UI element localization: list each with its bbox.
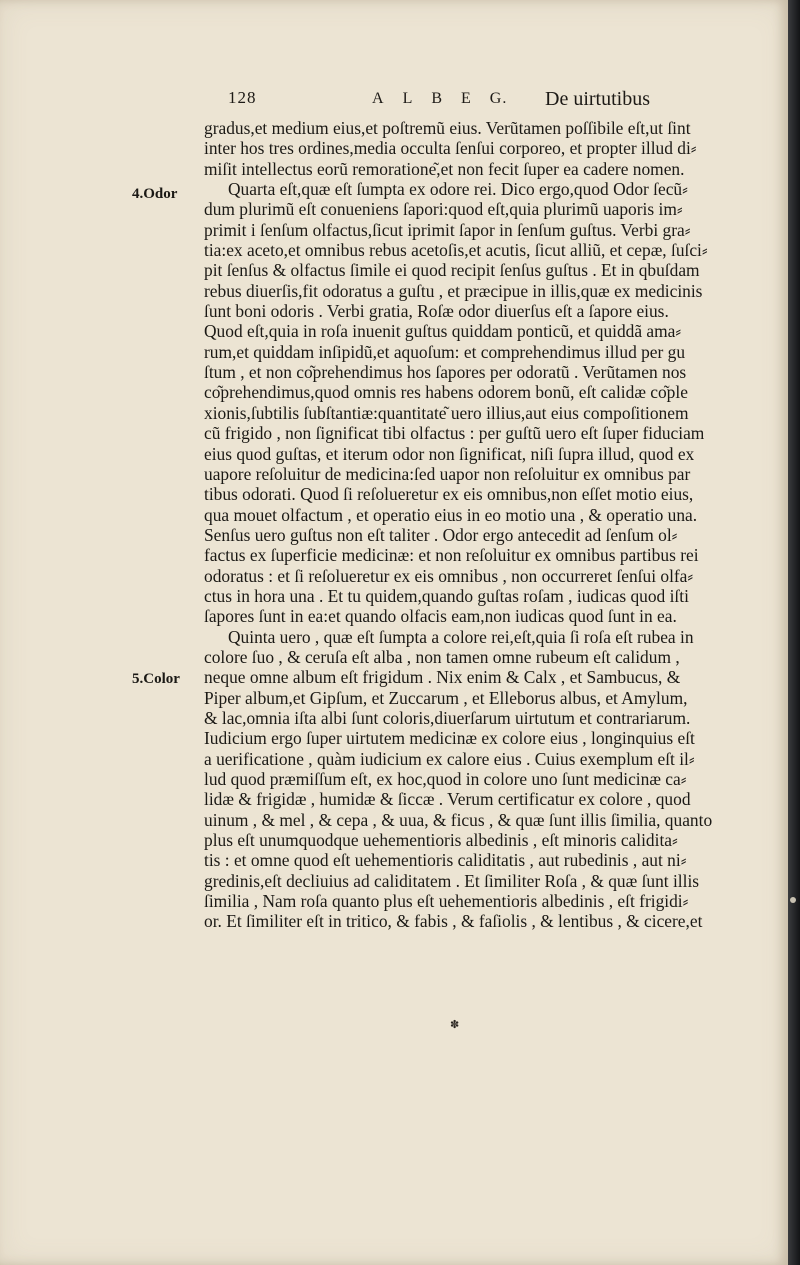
text-line: eius quod guſtas, et iterum odor non ſignificat, niſi ſupra illud, quod ex — [204, 443, 695, 464]
text-line: or. Et ſimiliter eſt in tritico, & fabis , & faſiolis , & lentibus , & cicere,et — [204, 911, 703, 932]
text-line: ctus in hora una . Et tu quidem,quando guſtas roſam , iudicas quod iſti — [204, 585, 689, 606]
page-header — [0, 88, 788, 114]
text-line: ſimilia , Nam roſa quanto plus eſt uehementioris albedinis , eſt frigidi⸗ — [204, 891, 689, 912]
text-line: gradus,et medium eius,et poſtremũ eius. Verũtamen poſſibile eſt,ut ſint — [204, 118, 691, 138]
text-line: rebus diuerſis,fit odoratus a guſtu , et præcipue in illis,quæ ex medicinis — [204, 280, 703, 301]
text-line: ſunt boni odoris . Verbi gratia, Roſæ odor diuerſus eſt a ſapore eius. — [204, 301, 669, 322]
text-line: factus ex ſuperficie medicinæ: et non reſoluitur ex omnibus partibus rei — [204, 545, 699, 566]
text-line: colore ſuo , & ceruſa eſt alba , non tamen omne rubeum eſt calidum , — [204, 646, 680, 667]
text-line: odoratus : et ſi reſolueretur ex eis omnibus , non occurreret ſenſui olfa⸗ — [204, 565, 694, 586]
author-letter: B — [431, 90, 444, 107]
text-line: co͂prehendimus,quod omnis res habens odorem bonũ, eſt calidæ co͂ple — [204, 382, 688, 403]
text-line: neque omne album eſt frigidum . Nix enim & Calx , et Sambucus, & — [204, 667, 681, 688]
text-line: lidæ & frigidæ , humidæ & ſiccæ . Verum certificatur ex colore , quod — [204, 789, 691, 810]
text-line: inter hos tres ordines,media occulta ſenſui corporeo, et propter illud di⸗ — [204, 138, 697, 159]
text-line: xionis,ſubtilis ſubſtantiæ:quantitate͂ uero illius,aut eius compoſitionem — [204, 402, 689, 423]
text-line: pit ſenſus & olfactus ſimile ei quod recipit ſenſus guſtus . Et in qbuſdam — [204, 260, 700, 281]
text-line: a uerificatione , quàm iudicium ex calore eius . Cuius exemplum eſt il⸗ — [204, 748, 695, 769]
running-author — [372, 90, 525, 108]
text-line: cũ frigido , non ſignificat tibi olfactus : per guſtũ uero eſt ſuper fiduciam — [204, 423, 705, 444]
page-edge-shadow — [788, 0, 800, 1265]
author-letter: A — [372, 90, 385, 107]
text-line: Senſus uero guſtus non eſt taliter . Odor ergo antecedit ad ſenſum ol⸗ — [204, 524, 678, 545]
text-line: Quarta eſt,quæ eſt ſumpta ex odore rei. Dico ergo,quod Odor ſecũ⸗ — [228, 179, 688, 200]
marginal-note-odor: 4.Odor — [132, 186, 178, 202]
main-text-block — [204, 118, 772, 932]
text-line: tis : et omne quod eſt uehementioris caliditatis , aut rubedinis , aut ni⸗ — [204, 850, 687, 871]
text-line: Quod eſt,quia in roſa inuenit guſtus quiddam ponticũ, et quiddã ama⸗ — [204, 321, 682, 342]
text-line: ſtum , et non co͂prehendimus hos ſapores per odoratũ . Verũtamen nos — [204, 362, 687, 383]
text-line: tia:ex aceto,et omnibus rebus acetoſis,et acutis, ſicut alliũ, et cepæ, ſuſci⸗ — [204, 240, 708, 261]
text-line: miſit intellectus eorũ remoratione͂,et non fecit ſuper ea cadere nomen. — [204, 158, 685, 179]
text-line: gredinis,eſt decliuius ad caliditatem . Et ſimiliter Roſa , & quæ ſunt illis — [204, 870, 700, 891]
author-letter: E — [461, 90, 472, 107]
author-letter: L — [402, 90, 414, 107]
text-line: primit i ſenſum olfactus,ſicut iprimit ſapor in ſenſum guſtus. Verbi gra⸗ — [204, 219, 691, 240]
text-line: & lac,omnia iſta albi ſunt coloris,diuerſarum uirtutum et contrariarum. — [204, 707, 691, 728]
text-line: plus eſt unumquodque uehementioris albedinis , eſt minoris calidita⸗ — [204, 830, 678, 851]
marginal-note-color: 5.Color — [132, 671, 180, 687]
edge-spot — [790, 897, 796, 903]
text-line: Piper album,et Gipſum, et Zuccarum , et Elleborus albus, et Amylum, — [204, 687, 688, 708]
text-line: uapore reſoluitur de medicina:ſed uapor non reſoluitur ex omnibus par — [204, 463, 691, 484]
ornament-mark: ✽ — [450, 1019, 460, 1031]
text-line: qua mouet olfactum , et operatio eius in eo motio una , & operatio una. — [204, 504, 698, 525]
author-letter: G. — [489, 90, 508, 107]
running-title: De uirtutibus — [545, 88, 650, 110]
text-line: lud quod præmiſſum eſt, ex hoc,quod in colore uno ſunt medicinæ ca⸗ — [204, 769, 687, 789]
text-line: uinum , & mel , & cepa , & uua, & ficus , & quæ ſunt illis ſimilia, quanto — [204, 809, 713, 830]
folio-number: 128 — [228, 88, 257, 107]
text-line: tibus odorati. Quod ſi reſolueretur ex eis omnibus,non eſſet motio eius, — [204, 484, 694, 505]
text-line: Iudicium ergo ſuper uirtutem medicinæ ex colore eius , longinquius eſt — [204, 728, 695, 749]
text-line: rum,et quiddam inſipidũ,et aquoſum: et comprehendimus illud per gu — [204, 341, 686, 362]
text-line: ſapores ſunt in ea:et quando olfacis eam,non iudicas quod ſunt in ea. — [204, 606, 677, 627]
text-line: Quinta uero , quæ eſt ſumpta a colore rei,eſt,quia ſi roſa eſt rubea in — [228, 626, 694, 647]
text-line: dum plurimũ eſt conueniens ſapori:quod eſt,quia plurimũ uaporis im⸗ — [204, 199, 683, 220]
